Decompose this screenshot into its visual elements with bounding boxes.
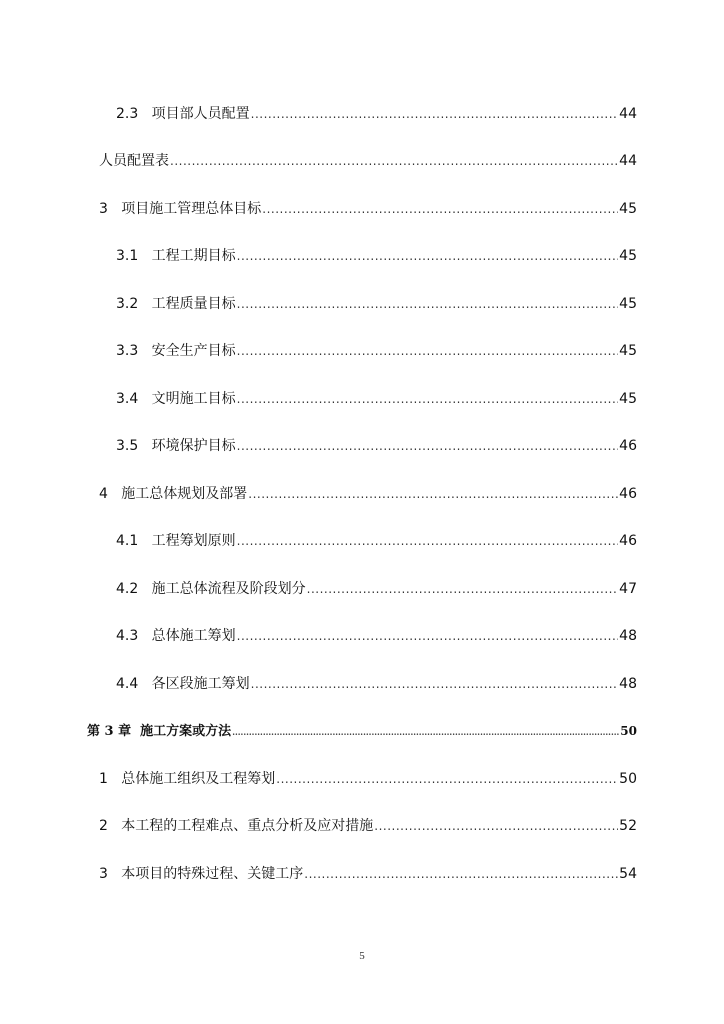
toc-entry-ch3-2[interactable]	[99, 815, 637, 837]
dot-leader	[237, 245, 619, 267]
toc-title: 环境保护目标	[151, 438, 236, 454]
toc-number: 4	[99, 486, 108, 502]
toc-page: 48	[619, 628, 637, 644]
dot-leader	[251, 103, 619, 125]
dot-leader	[304, 863, 618, 885]
toc-entry-chapter-3[interactable]	[87, 720, 637, 742]
toc-entry-4-4[interactable]	[116, 673, 637, 695]
toc-page: 45	[619, 248, 637, 264]
toc-page: 50	[619, 771, 637, 787]
toc-page: 46	[619, 438, 637, 454]
toc-number: 2	[99, 818, 108, 834]
toc-title: 安全生产目标	[151, 343, 236, 359]
dot-leader	[248, 483, 618, 505]
toc-number: 1	[99, 771, 108, 787]
toc-title: 施工方案或方法	[140, 724, 232, 739]
toc-page: 50	[620, 724, 637, 738]
toc-entry-3-2[interactable]	[116, 293, 637, 315]
toc-title: 施工总体流程及阶段划分	[151, 581, 306, 597]
toc-entry-3[interactable]	[99, 198, 637, 220]
toc-entry-4-3[interactable]	[116, 625, 637, 647]
toc-page: 44	[619, 153, 637, 169]
toc-page: 45	[619, 296, 637, 312]
toc-title: 工程工期目标	[151, 248, 236, 264]
dot-leader	[237, 340, 619, 362]
toc-title: 总体施工筹划	[151, 628, 236, 644]
dot-leader	[237, 435, 619, 457]
toc-page: 46	[619, 486, 637, 502]
toc-number: 4.2	[116, 581, 139, 597]
toc-title: 工程筹划原则	[151, 533, 236, 549]
toc-entry-3-1[interactable]	[116, 245, 637, 267]
toc-page: 52	[619, 818, 637, 834]
dot-leader	[170, 150, 618, 172]
toc-title: 项目施工管理总体目标	[121, 201, 262, 217]
dot-leader	[374, 815, 618, 837]
toc-title: 人员配置表	[99, 153, 169, 169]
toc-title: 施工总体规划及部署	[121, 486, 248, 502]
dot-leader	[237, 388, 619, 410]
toc-title: 本项目的特殊过程、关键工序	[121, 866, 304, 882]
toc-title: 各区段施工筹划	[151, 676, 250, 692]
toc-number: 3	[99, 866, 108, 882]
toc-entry-ch3-3[interactable]	[99, 863, 637, 885]
toc-page: 46	[619, 533, 637, 549]
dot-leader	[232, 721, 619, 743]
dot-leader	[237, 530, 619, 552]
dot-leader	[237, 293, 619, 315]
toc-entry-4-2[interactable]	[116, 578, 637, 600]
page-number: 5	[359, 950, 365, 962]
toc-entry-4[interactable]	[99, 483, 637, 505]
toc-page: 47	[619, 581, 637, 597]
toc-title: 工程质量目标	[151, 296, 236, 312]
dot-leader	[307, 578, 619, 600]
toc-number: 3.4	[116, 391, 139, 407]
toc-page: 45	[619, 391, 637, 407]
toc-entry-3-3[interactable]	[116, 340, 637, 362]
toc-page: 45	[619, 201, 637, 217]
toc-number: 3	[99, 201, 108, 217]
toc-entry-2-3[interactable]	[116, 103, 637, 125]
toc-entry-3-4[interactable]	[116, 388, 637, 410]
toc-title: 总体施工组织及工程筹划	[121, 771, 276, 787]
toc-entry-4-1[interactable]	[116, 530, 637, 552]
toc-number: 4.4	[116, 676, 139, 692]
toc-page: 48	[619, 676, 637, 692]
toc-chapter-number: 第 3 章	[87, 724, 132, 739]
toc-title: 项目部人员配置	[151, 106, 250, 122]
toc-number: 3.3	[116, 343, 139, 359]
toc-entry-3-5[interactable]	[116, 435, 637, 457]
toc-number: 3.1	[116, 248, 139, 264]
toc-title: 本工程的工程难点、重点分析及应对措施	[121, 818, 374, 834]
dot-leader	[251, 673, 619, 695]
toc-number: 2.3	[116, 106, 139, 122]
toc-number: 4.1	[116, 533, 139, 549]
toc-page: 44	[619, 106, 637, 122]
toc-entry-ch3-1[interactable]	[99, 768, 637, 790]
dot-leader	[237, 625, 619, 647]
toc-entry-staffing-table[interactable]	[99, 150, 637, 172]
toc-page: 54	[619, 866, 637, 882]
toc-number: 4.3	[116, 628, 139, 644]
dot-leader	[262, 198, 618, 220]
toc-page: 45	[619, 343, 637, 359]
toc-number: 3.5	[116, 438, 139, 454]
toc-title: 文明施工目标	[151, 391, 236, 407]
dot-leader	[276, 768, 618, 790]
toc-number: 3.2	[116, 296, 139, 312]
